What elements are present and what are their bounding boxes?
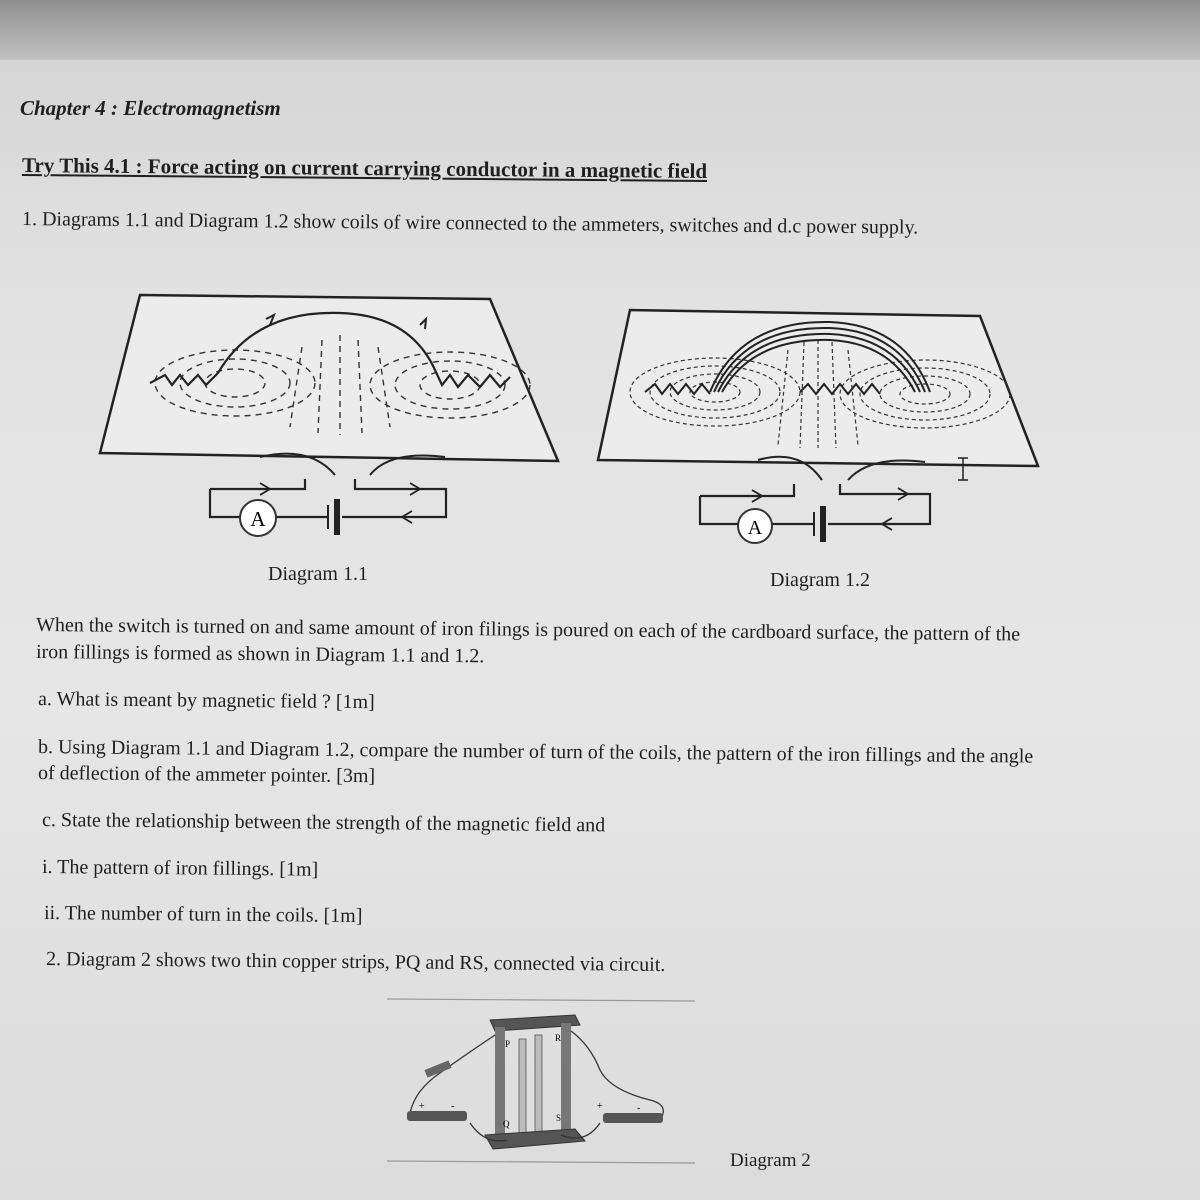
diagram-1-1 xyxy=(90,285,570,550)
question-1c-ii: ii. The number of turn in the coils. [1m] xyxy=(43,902,363,928)
ammeter-label-1: A xyxy=(250,507,266,531)
question-1b-line-2: of deflection of the ammeter pointer. [3m] xyxy=(37,762,376,788)
diagram-1-2 xyxy=(590,300,1050,550)
ammeter-label-2: A xyxy=(747,517,763,539)
diagram-1-2-caption: Diagram 1.2 xyxy=(770,569,870,591)
diagram-2 xyxy=(385,995,700,1167)
diagram-2-caption: Diagram 2 xyxy=(730,1150,811,1171)
label-p: P xyxy=(505,1039,511,1049)
question-1c: c. State the relationship between the strength of the magnetic field and xyxy=(41,809,606,837)
chapter-title: Chapter 4 : Electromagnetism xyxy=(20,96,281,120)
label-s: S xyxy=(556,1113,562,1123)
battery-2-plus: + xyxy=(597,1101,603,1112)
section-title: Try This 4.1 : Force acting on current carrying conductor in a magnetic field xyxy=(21,153,708,183)
question-1-paragraph-line-1: When the switch is turned on and same amount of iron filings is poured on each of the cardboard surface, the pattern of the xyxy=(35,614,1021,646)
question-2-intro: 2. Diagram 2 shows two thin copper strips, PQ and RS, connected via circuit. xyxy=(45,948,666,976)
battery-1-minus: - xyxy=(451,1101,455,1112)
label-r: R xyxy=(555,1033,562,1043)
label-q: Q xyxy=(503,1119,510,1129)
question-1a: a. What is meant by magnetic field ? [1m] xyxy=(37,688,375,714)
battery-1-plus: + xyxy=(419,1101,425,1112)
question-1b-line-1: b. Using Diagram 1.1 and Diagram 1.2, compare the number of turn of the coils, the pattern of the iron fillings and the angle xyxy=(37,736,1034,768)
diagram-1-1-caption: Diagram 1.1 xyxy=(268,563,368,585)
battery-2-minus: - xyxy=(637,1103,641,1114)
question-1c-i: i. The pattern of iron fillings. [1m] xyxy=(41,856,319,881)
question-1-intro: 1. Diagrams 1.1 and Diagram 1.2 show coils of wire connected to the ammeters, switches and d.c power supply. xyxy=(21,208,919,239)
question-1-paragraph-line-2: iron fillings is formed as shown in Diagram 1.1 and 1.2. xyxy=(35,641,485,668)
page-top-shadow xyxy=(0,0,1200,60)
